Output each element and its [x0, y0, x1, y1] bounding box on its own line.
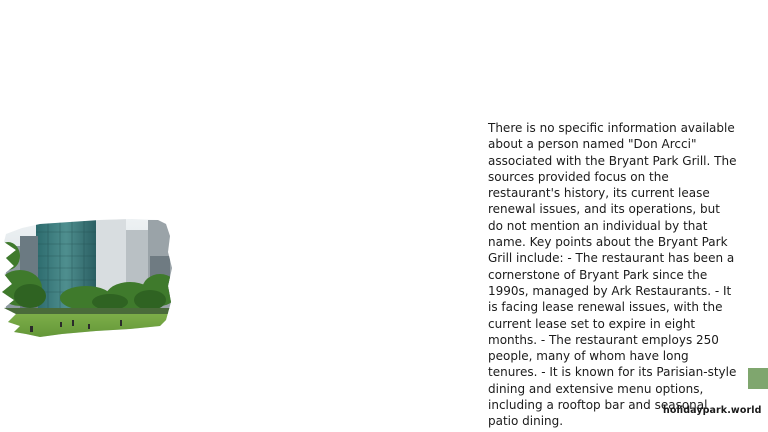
article-body-text: There is no specific information available about a person named "Don Arcci" associated with the Bryant Park Grill. The sources provided focus on the restaurant's history, its current lease renewal issues, and its operations, but do not mention an individual by that name. Key points about the Bryant Park Grill include: - The restaurant has been a cornerstone of Bryant Park since the 1990s, managed by Ark Restaurants. - It is facing lease renewal issues, with the current lease set to expire in eight months. - The restaurant employs 250 people, many of whom have long tenures. - It is known for its Parisian-style dining and extensive menu options, including a rooftop bar and seasonal patio dining.: [488, 121, 737, 429]
accent-square: [748, 368, 768, 389]
site-watermark: holidaypark.world: [663, 405, 762, 416]
bryant-park-photo: [0, 216, 176, 344]
bryant-park-photo-graphic: [0, 216, 176, 344]
